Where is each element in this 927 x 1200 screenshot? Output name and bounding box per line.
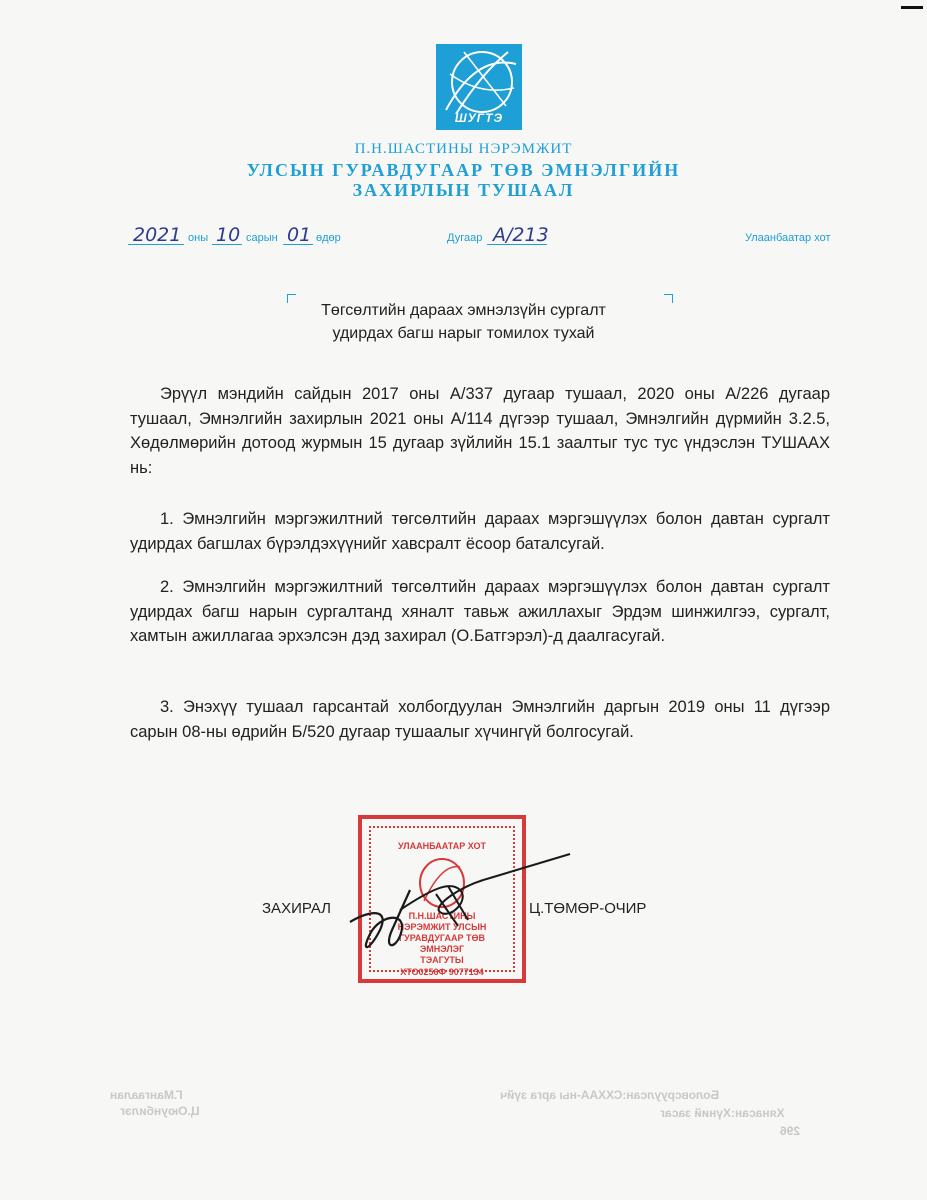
- order-item-1: 1. Эмнэлгийн мэргэжилтний төгсөлтийн дараах мэргэшүүлэх болон давтан сургалт удирдах багшлах бүрэлдэхүүнийг хавсралт ёсоор баталсугай.: [130, 510, 830, 553]
- header-line-1: П.Н.ШАСТИНЫ НЭРЭМЖИТ: [354, 141, 573, 157]
- stamp-line-1: П.Н.ШАСТИНЫ: [408, 911, 476, 921]
- subject-line-2: удирдах багш нарыг томилох тухай: [332, 325, 595, 342]
- signer-name: Ц.ТӨМӨР-ОЧИР: [529, 900, 647, 917]
- bleed-through-right-2: Ц.Оюунбилэг: [120, 1104, 200, 1118]
- order-number: А/213: [493, 224, 549, 246]
- date-year-label: оны: [188, 232, 209, 244]
- bleed-through-line-1: Боловсруулсан:СХХАА-ны арга зүйч: [500, 1088, 720, 1102]
- city-label: Улаанбаатар хот: [745, 232, 831, 244]
- subject-line-1: Төгсөлтийн дараах эмнэлзүйн сургалт: [321, 302, 606, 319]
- stamp-top-text: УЛААНБААТАР ХОТ: [398, 841, 486, 851]
- logo-text: ШУГТЭ: [454, 111, 504, 125]
- order-item-2: 2. Эмнэлгийн мэргэжилтний төгсөлтийн дараах мэргэшүүлэх болон давтан сургалт удирдах багш нарын сургалтанд хяналт тавьж ажиллахыг Эрдэм шинжилгээ, сургалт, хамтын ажиллагаа эрхэлсэн дэд захирал (О.Батгэрэл)-д даалгасугай.: [130, 578, 830, 645]
- scan-edge-mark: [901, 6, 923, 9]
- date-day: 01: [287, 224, 312, 246]
- order-item-3: 3. Энэхүү тушаал гарсантай холбогдуулан Эмнэлгийн даргын 2019 оны 11 дүгээр сарын 08-ны өдрийн Б/520 дугаар тушаалыг хүчингүй болгосугай.: [130, 698, 830, 741]
- date-month-label: сарын: [246, 232, 278, 244]
- date-year: 2021: [133, 224, 182, 246]
- stamp-bottom-text: ХТО0256Ф 9077134: [400, 967, 484, 977]
- stamp-line-2: НЭРЭМЖИТ УЛСЫН: [397, 922, 487, 932]
- preamble-paragraph: Эрүүл мэндийн сайдын 2017 оны А/337 дугаар тушаал, 2020 оны А/226 дугаар тушаал, Эмнэлгийн захирлын 2021 оны А/114 дүгээр тушаал, Эмнэлгийн дүрмийн 3.2.5, Хөдөлмөрийн дотоод журмын 15 дугаар зүйлийн 15.1 заалтыг тус тус үндэслэн ТУШААХ нь:: [130, 385, 830, 477]
- date-day-label: өдөр: [316, 232, 341, 244]
- date-line: [0, 224, 927, 246]
- order-number-label: Дугаар: [447, 232, 483, 244]
- bleed-through-line-2: Хянасан:Хүний засаг: [660, 1106, 785, 1120]
- stamp-line-5: ТЭАГУТЫ: [420, 955, 464, 965]
- header-line-2: УЛСЫН ГУРАВДУГААР ТӨВ ЭМНЭЛГИЙН: [246, 160, 681, 180]
- bleed-through-right-1: Г.Мангаалан: [110, 1088, 183, 1102]
- stamp-line-3: ГУРАВДУГААР ТӨВ: [399, 933, 485, 943]
- signer-title: ЗАХИРАЛ: [262, 900, 332, 917]
- date-month: 10: [216, 224, 241, 246]
- stamp-line-4: ЭМНЭЛЭГ: [419, 944, 465, 954]
- header-line-3: ЗАХИРЛЫН ТУШААЛ: [352, 180, 575, 200]
- bleed-through-line-3: 296: [780, 1124, 801, 1138]
- hospital-logo: [436, 44, 522, 130]
